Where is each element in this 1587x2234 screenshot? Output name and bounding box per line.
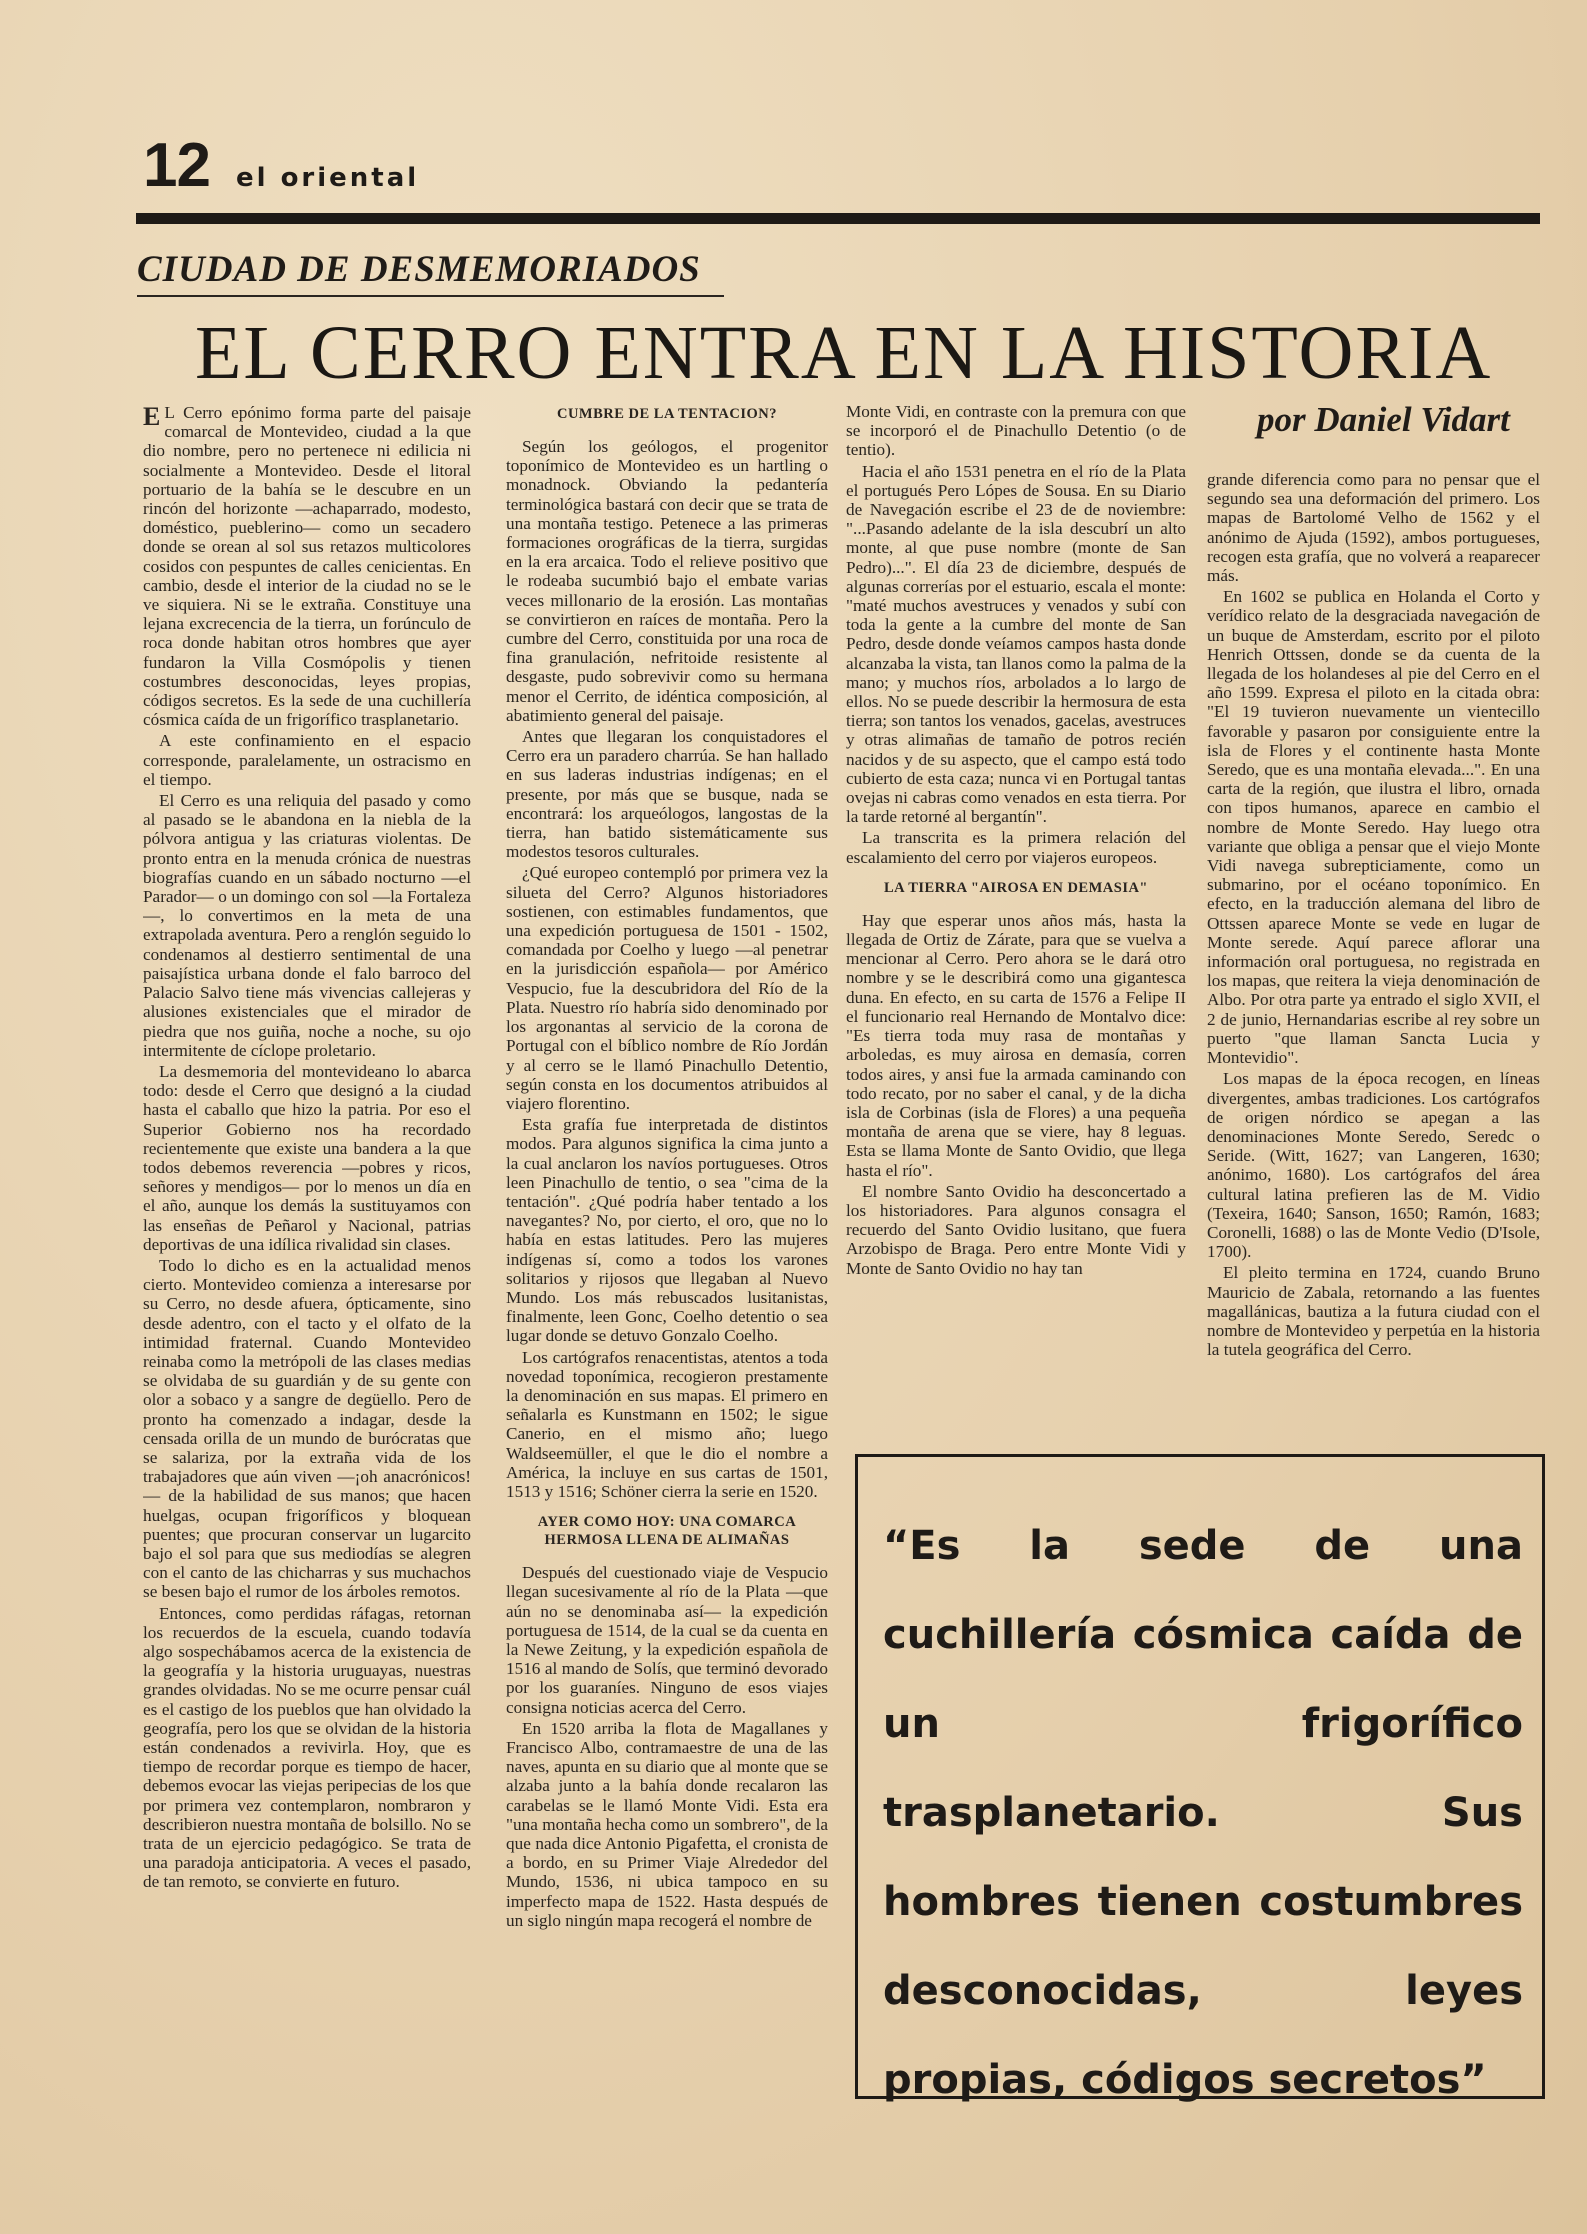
paragraph: Hacia el año 1531 penetra en el río de la Plata el portugués Pero Lópes de Sousa. En su Diario de Navegación escribe el 23 de de noviembre: "...Pasando adelante de la isla descubrí un alto monte, al que puse nombre (monte de San Pedro)...". El día 23 de diciembre, después de algunas correrías por el estuario, escala el monte: "maté muchos avestruces y venados y subí con toda la gente a la cumbre del monte de San Pedro, desde donde veíamos campos hasta donde alcanzaba la vista, tan llanos como la palma de la mano; y muchos ríos, arbolados a lo largo de ellos. No se puede describir la hermosura de esta tierra; son tantos los venados, gacelas, avestruces y otras alimañas de tamaño de potros recién nacidos y de su aspecto, que el campo está todo cubierto de esta caza; nunca vi en Portugal tantas ovejas ni cabras como venados en esta tierra. Por la tarde retorné al bergantín". xyxy=(846,461,1186,827)
kicker-underline xyxy=(137,295,724,297)
paragraph: Todo lo dicho es en la actualidad menos cierto. Montevideo comienza a interesarse por su Cerro, no desde afuera, ópticamente, sino desde adentro, con el tacto y el olfato de la intimidad fraternal. Cuando Montevideo reinaba como la metrópoli de las clases medias se olvidaba de su guardián y de su gente con olor a sobaco y a sangre de degüello. Pero de pronto ha comenzado a indagar, desde la censada orilla de un mundo de burócratas que se salariza, por la extraña vida de los trabajadores que aún viven —¡oh anacrónicos!— de la habilidad de sus manos; que hacen huelgas, ocupan frigoríficos y bloquean puentes; que procuran conservar un lugarcito bajo el sol para que sus mediodías se alegren con el canto de las chicharras y sus muchachos se besen bajo el rumor de los árboles remotos. xyxy=(143,1255,471,1602)
paragraph: Monte Vidi, en contraste con la premura con que se incorporó el de Pinachullo Detentio (o de tentio). xyxy=(846,402,1186,460)
article-column-2 xyxy=(506,405,828,2140)
paragraph: ¿Qué europeo contempló por primera vez la silueta del Cerro? Algunos historiadores sostienen, con estimables fundamentos, que una expedición portuguesa de 1501 - 1502, comandada por Coelho y luego —al penetrar en la jurisdicción española— por Américo Vespucio, fue la descubridora del Río de la Plata. Nuestro río habría sido denominado por los argonantas al servicio de la corona de Portugal con el bíblico nombre de Río Jordán y al cerro se le llamó Pinachullo Detentio, según consta en los documentos atribuidos al viajero florentino. xyxy=(506,863,828,1113)
publication-name: el oriental xyxy=(235,163,420,193)
section-subhead: LA TIERRA "AIROSA EN DEMASIA" xyxy=(883,879,1148,896)
kicker: CIUDAD DE DESMEMORIADOS xyxy=(137,249,701,290)
paragraph: Entonces, como perdidas ráfagas, retornan los recuerdos de la escuela, cuando todavía algo sospechábamos acerca de la existencia de la geografía y la historia uruguayas, nuestras grandes olvidadas. No se me ocurre pensar cuál es el castigo de los pueblos que han olvidado la geografía, pero los que se olvidan de la historia están condenados a revivirla. Hoy, que es tiempo de recordar porque es tiempo de hacer, debemos evocar las viejas peripecias de los que por primera vez contemplaron, nombraron y describieron nuestra montaña de bolsillo. No se trata de un ejercicio pedagógico. Se trata de una paradoja anticipatoria. A veces el pasado, de tan remoto, se convierte en futuro. xyxy=(143,1603,471,1892)
paragraph: El nombre Santo Ovidio ha desconcertado a los historiadores. Para algunos consagra el recuerdo del Santo Ovidio lusitano, que fuera Arzobispo de Braga. Pero entre Monte Vidi y Monte de Santo Ovidio no hay tan xyxy=(846,1181,1186,1278)
paragraph: Antes que llegaran los conquistadores el Cerro era un paradero charrúa. Se han hallado en sus laderas industrias indígenas; en el presente, por más que se busque, nada se encontrará: los arqueólogos, langostas de la tierra, han batido sistemáticamente sus modestos tesoros culturales. xyxy=(506,727,828,862)
pullquote: “Es la sede de una cuchillería cósmica caída de un frigorífico trasplanetario. Sus hombres tienen costumbres desconocidas, leyes propias, códigos secretos” xyxy=(883,1523,1523,2103)
paragraph: En 1602 se publica en Holanda el Corto y verídico relato de la desgraciada navegación de un buque de Amsterdam, escrito por el piloto Henrich Ottssen, donde se da cuenta de la llegada de los holandeses al pie del Cerro en el año 1599. Expresa el piloto en la citada obra: "El 19 tuvieron nuevamente un vientecillo favorable y pasaron por consiguiente entre la isla de Flores y el continente hasta Monte Seredo, que es una montaña elevada...". En una carta de la región, que ilustra el libro, ornada con tipos humanos, aparece en cambio el nombre de Monte Seredo. Hay luego otra variante que obliga a pensar que el viejo Monte Vidi navega subrepticiamente, como un submarino, por el océano toponímico. En efecto, en la traducción alemana del libro de Ottssen aparece Monte se vede en lugar de Monte serede. Aquí parece aflorar una información oral portuguesa, no registrada en los mapas, que reitera la vieja denominación de Albo. Por otra parte ya entrado el siglo XVII, el 2 de junio, Hernandarias escribe al rey sobre un puerto "que llaman Sancta Lucia y Montevidio". xyxy=(1207,587,1540,1068)
paragraph: El Cerro es una reliquia del pasado y como al pasado se le abandona en la niebla de la pólvora antigua y las criaturas violentas. De pronto entra en la menuda crónica de nuestras biografías cuando en un sábado nocturno —el Parador— o un domingo con sol —la Fortaleza—, lo convertimos en la meta de una extrapolada aventura. Pero a renglón seguido lo condenamos al destierro sentimental de una paisajística urbana donde el falo barroco del Palacio Salvo tiene más vivencias callejeras y alusiones existenciales que el mirador de piedra que nos guiña, noche a noche, su ojo intermitente de cíclope proletario. xyxy=(143,791,471,1060)
paragraph: Después del cuestionado viaje de Vespucio llegan sucesivamente al río de la Plata —que aún no se denominaba así— la expedición portuguesa de 1514, de la cual se da cuenta en la Newe Zeitung, y la expedición española de 1516 al mando de Solís, que terminó devorado por los guaraníes. Ninguno de esos viajes consigna noticias acerca del Cerro. xyxy=(506,1563,828,1717)
paragraph: En 1520 arriba la flota de Magallanes y Francisco Albo, contramaestre de una de las naves, apunta en su diario que al monte que se alzaba junto a la bahía donde recalaron las carabelas se le llamó Monte Vidi. Esta era "una montaña hecha como un sombrero", de la que nada dice Antonio Pigafetta, el cronista de a bordo, en su Primer Viaje Alrededor del Mundo, 1536, ni ubica tampoco en su imperfecto mapa de 1522. Hasta después de un siglo ningún mapa recogerá el nombre de xyxy=(506,1718,828,1930)
paragraph: El pleito termina en 1724, cuando Bruno Mauricio de Zabala, retornando a las fuentes magallánicas, bautiza a la futura ciudad con el nombre de Montevideo y perpetúa en la historia la tutela geográfica del Cerro. xyxy=(1207,1263,1540,1360)
article-column-4 xyxy=(1207,470,1540,1470)
paragraph: Según los geólogos, el progenitor toponímico de Montevideo es un hartling o monadnock. Obviando la pedantería terminológica bastará con decir que se trata de una montaña testigo. Petenece a las primeras formaciones orográficas de la tierra, surgidas en la era arcaica. Todo el relieve positivo que le rodeaba sucumbió bajo el embate varias veces millonario de la erosión. Las montañas se convirtieron en raíces de montaña. Pero la cumbre del Cerro, constituida por una roca de fina granulación, nefritoide resistente al desgaste, pudo sobrevivir como su hermana menor el Cerrito, de idéntica composición, al abatimiento general del paisaje. xyxy=(506,437,828,725)
byline: por Daniel Vidart xyxy=(1257,400,1510,439)
article-column-1 xyxy=(143,403,471,2138)
page-number: 12 xyxy=(143,131,210,200)
paragraph: Los cartógrafos renacentistas, atentos a toda novedad toponímica, recogieron prestamente la denominación en sus mapas. El primero en señalarla es Kunstmann en 1502; le sigue Canerio, en el mismo año; luego Waldseemüller, el que le dio el nombre a América, la incluye en sus cartas de 1501, 1513 y 1516; Schöner cierra la serie en 1520. xyxy=(506,1347,828,1501)
masthead xyxy=(143,130,419,201)
paragraph: A este confinamiento en el espacio corresponde, paralelamente, un ostracismo en el tiempo. xyxy=(143,731,471,789)
paragraph: Hay que esperar unos años más, hasta la llegada de Ortiz de Zárate, para que se vuelva a mencionar al Cerro. Pero ahora se le dará otro nombre y se le describirá como una gigantesca duna. En efecto, en su carta de 1576 a Felipe II el funcionario real Hernando de Montalvo dice: "Es tierra toda muy rasa de montañas y arboledas, es muy airosa en demasía, corren todos aires, y ansi fue la armada caminando con todo recato, por no saber el canal, y de la dicha isla de Corbinas (isla de Flores) a una pequeña montaña de arena que se viere, hay 8 leguas. Esta se llama Monte de Santo Ovidio, que llega hasta el río". xyxy=(846,910,1186,1180)
paragraph: E L Cerro epónimo forma parte del paisaje comarcal de Montevideo, ciudad a la que dio nombre, pero no pertenece ni edilicia ni socialmente a Montevideo. Desde el litoral portuario de la bahía se le descubre en un rincón del horizonte —achaparrado, modesto, doméstico, pueblerino— como un secadero donde se orean al sol sus retazos multicolores cosidos con pespuntes de calles cenicientas. En cambio, desde el interior de la ciudad no se le ve siquiera. Ni se le extraña. Constituye una lejana excrecencia de la tierra, un forúnculo de roca donde habitan otros hombres que ayer fundaron la Villa Cosmópolis y tienen costumbres desconocidas, leyes propias, códigos secretos. Es la sede de una cuchillería cósmica caída de un frigorífico trasplanetario. xyxy=(143,403,471,730)
section-subhead: CUMBRE DE LA TENTACION? xyxy=(556,406,778,422)
paragraph: La desmemoria del montevideano lo abarca todo: desde el Cerro que designó a la ciudad hasta el caballo que hizo la patria. Por eso el Superior Gobierno nos ha recordado recientemente que existe una bandera a la que todos debemos reverencia —pobres y ricos, señores y mendigos— por lo menos un día en el año, aunque los demás la sustituyamos con las enseñas de Peñarol y Nacional, patrias deportivas de una idílica rivalidad sin clases. xyxy=(143,1061,471,1254)
pullquote-box xyxy=(855,1454,1545,2103)
paragraph: La transcrita es la primera relación del escalamiento del cerro por viajeros europeos. xyxy=(846,828,1186,867)
paragraph: Esta grafía fue interpretada de distintos modos. Para algunos significa la cima junto a la cual anclaron los navíos portugueses. Otros leen Pinachullo de tentio, o sea "cima de la tentación". ¿Qué podría haber tentado a los navegantes? No, por cierto, el oro, que no lo había en estas latitudes. Pero las mujeres indígenas sí, como a todos los varones solitarios y rijosos que llegaban al Nuevo Mundo. Los más rebuscados lusitanistas, finalmente, leen Gonc, Coelho detentio o sea lugar donde se detuvo Gonzalo Coelho. xyxy=(506,1115,828,1346)
masthead-rule xyxy=(136,213,1540,224)
section-subhead: AYER COMO HOY: UNA COMARCA HERMOSA LLENA DE ALIMAÑAS xyxy=(537,1514,797,1549)
paragraph: Los mapas de la época recogen, en líneas divergentes, ambas tradiciones. Los cartógrafos de origen nórdico se apegan a las denominaciones Monte Seredo, Seredc o Seride. (Witt, 1627; van Langeren, 1630; anónimo, 1680). Los cartógrafos del área cultural latina prefieren las de M. Vidio (Texeira, 1640; Sanson, 1650; Ramón, 1683; Coronelli, 1688) o las de Monte Vedio (D'Isole, 1700). xyxy=(1207,1069,1540,1262)
drop-cap: E xyxy=(143,403,161,431)
headline: EL CERRO ENTRA EN LA HISTORIA xyxy=(195,311,1493,395)
paragraph: grande diferencia como para no pensar que el segundo sea una deformación del primero. Los mapas de Bartolomé Velho de 1562 y el anónimo de Ajuda (1592), ambos portugueses, recogen esta grafía, que no volverá a reaparecer más. xyxy=(1207,470,1540,586)
